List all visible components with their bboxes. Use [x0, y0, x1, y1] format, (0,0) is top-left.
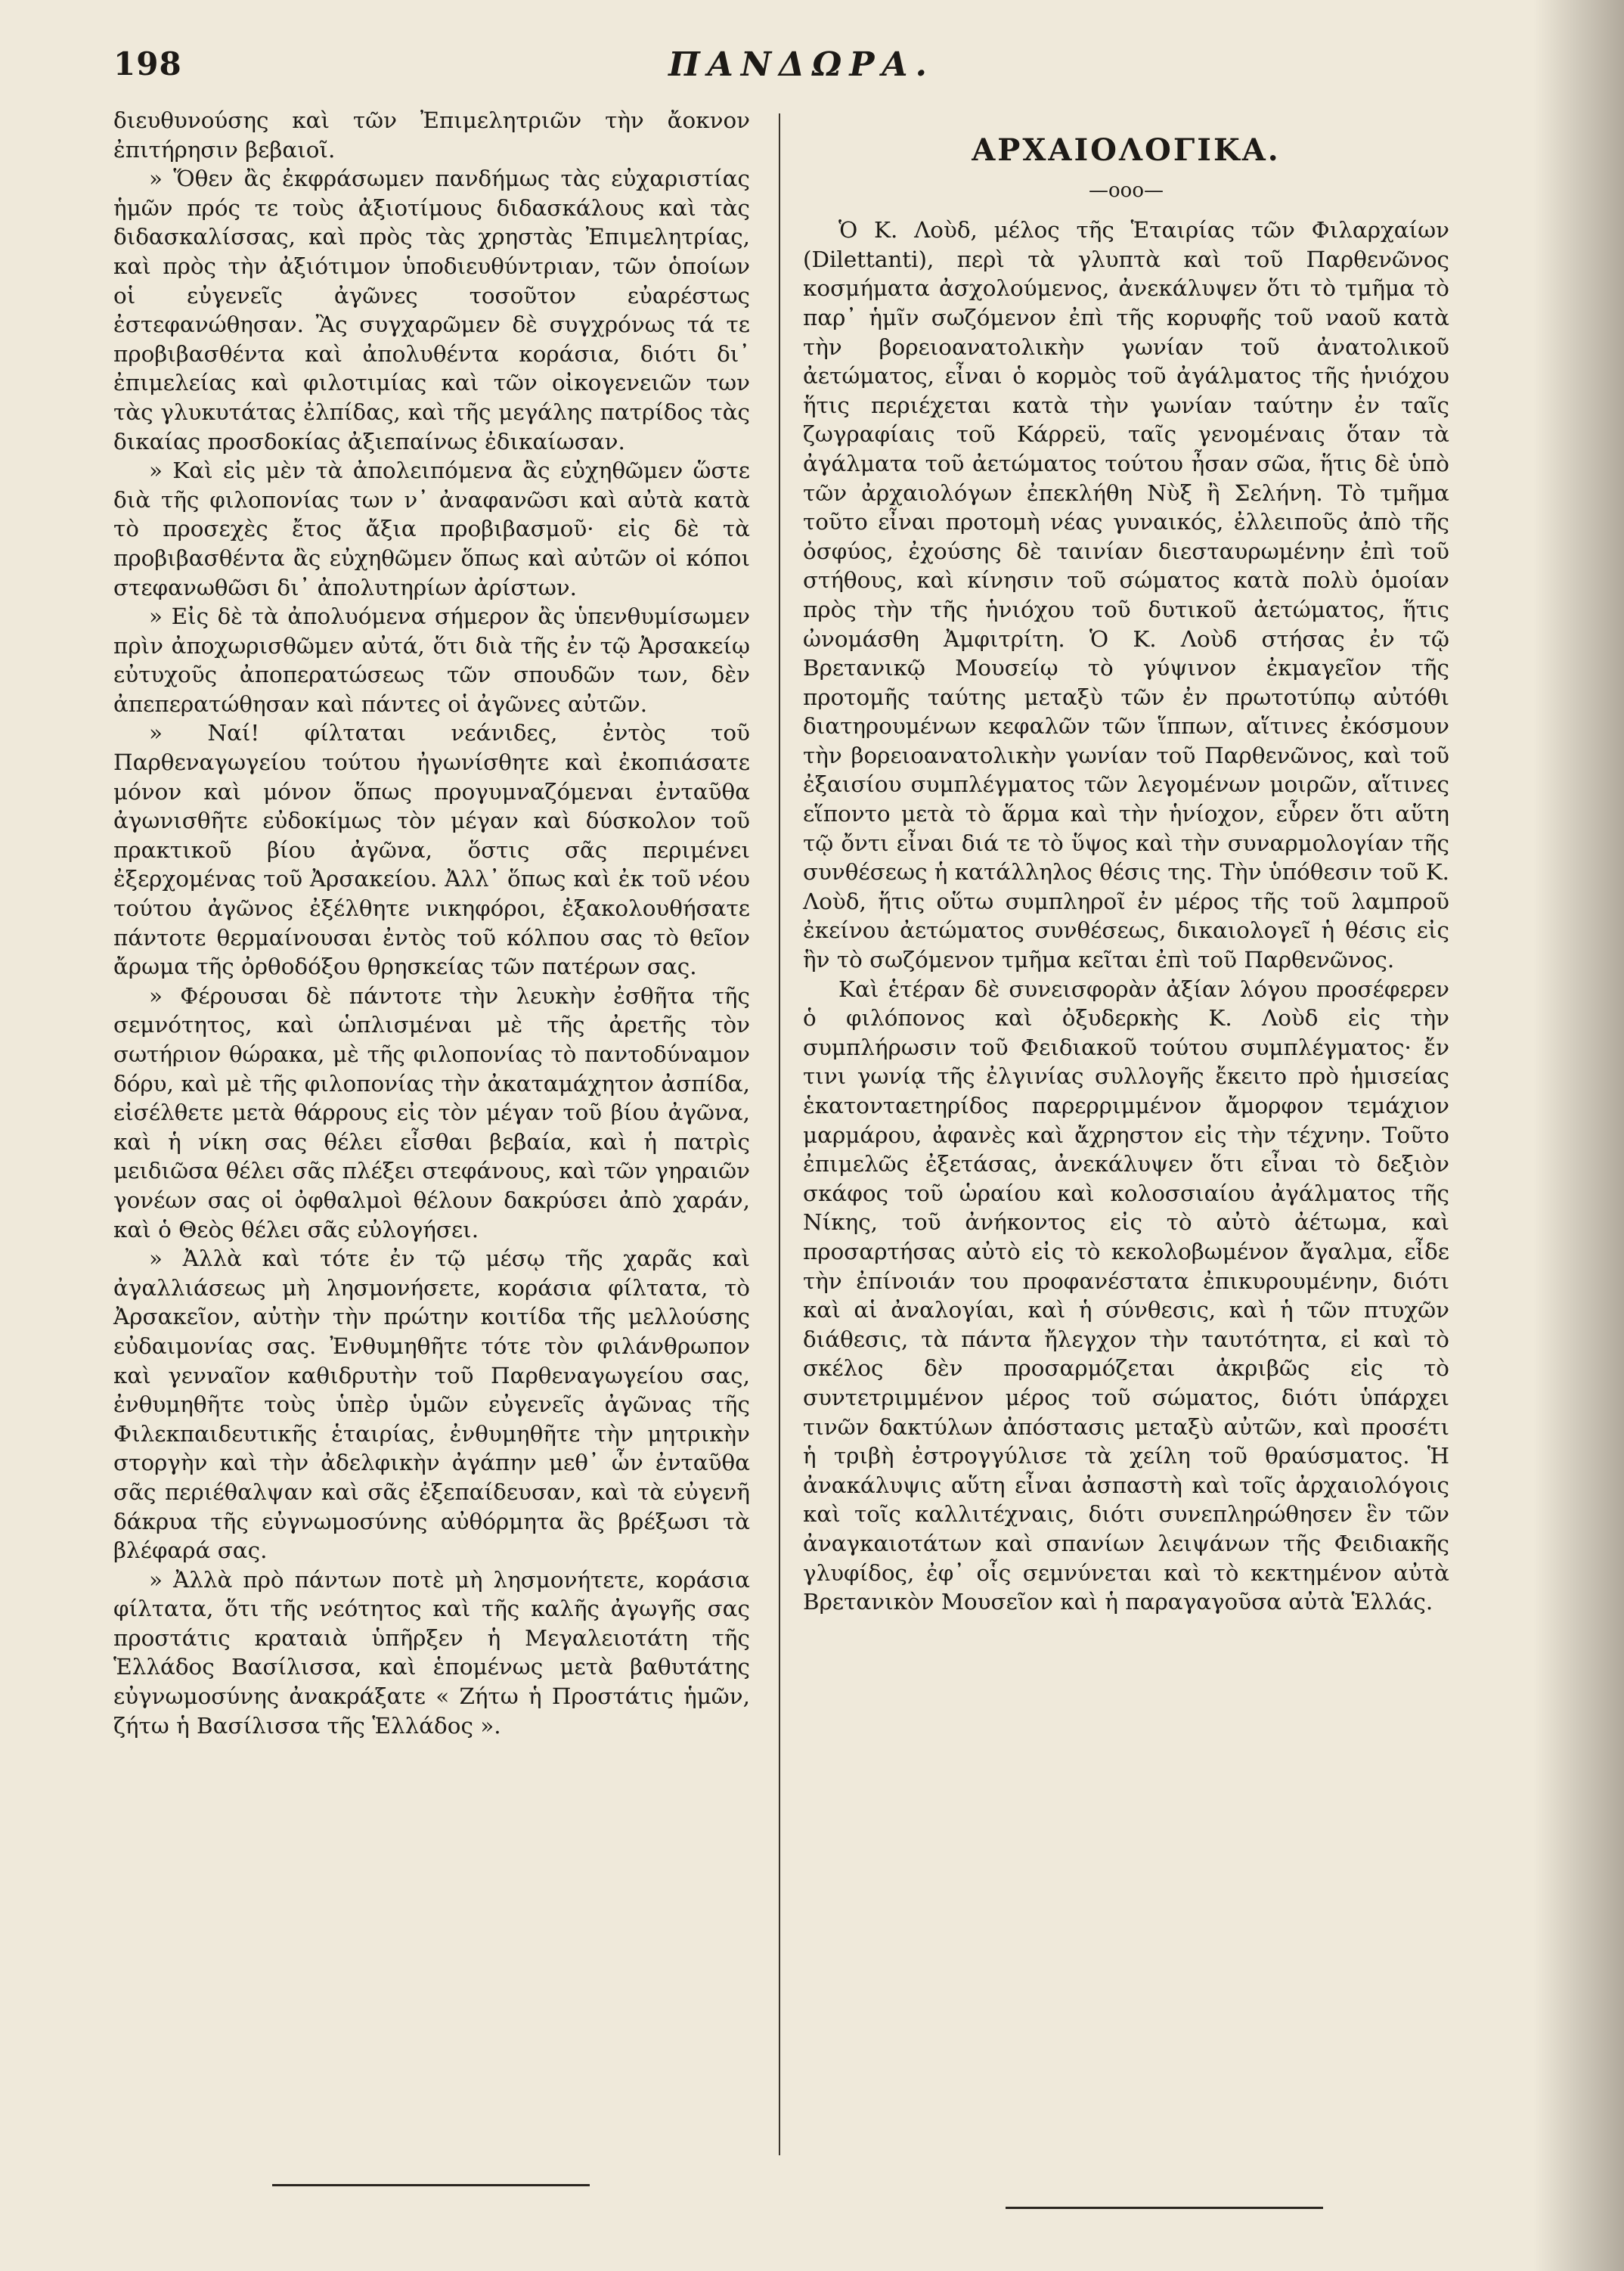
left-column — [113, 106, 750, 1740]
heading-ornament: —ooo— — [1089, 178, 1164, 202]
right-end-rule — [1006, 2207, 1323, 2209]
right-column — [803, 132, 1449, 1617]
left-paragraph-6: » Φέρουσαι δὲ πάντοτε τὴν λευκὴν ἐσθῆτα τῆς σεμνότητος, καὶ ὡπλισμέναι μὲ τῆς ἀρετῆς τὸν σωτήριον θώρακα, μὲ τῆς φιλοπονίας τὸ παντοδύναμον δόρυ, καὶ μὲ τῆς φιλοπονίας τὴν ἀκαταμάχητον ἀσπίδα, εἰσέλθετε μετὰ θάρρους εἰς τὸν μέγαν τοῦ βίου ἀγῶνα, καὶ ἡ νίκη σας θέλει εἶσθαι βεβαία, καὶ ἡ πατρὶς μειδιῶσα θέλει σᾶς πλέξει στεφάνους, καὶ τῶν γηραιῶν γονέων σας οἱ ὀφθαλμοὶ θέλουν δακρύσει ἀπὸ χαράν, καὶ ὁ Θεὸς θέλει σᾶς εὐλογήσει. — [113, 982, 750, 1243]
left-paragraph-1: διευθυνούσης καὶ τῶν Ἐπιμελητριῶν τὴν ἄοκνον ἐπιτήρησιν βεβαιοῖ. — [113, 107, 750, 163]
left-paragraph-2: » Ὅθεν ἂς ἐκφράσωμεν πανδήμως τὰς εὐχαριστίας ἡμῶν πρός τε τοὺς ἀξιοτίμους διδασκάλους καὶ τὰς διδασκαλίσσας, καὶ πρὸς τὰς χρηστὰς Ἐπιμελητρίας, καὶ πρὸς τὴν ἀξιότιμον ὑποδιευθύντριαν, τῶν ὁποίων οἱ εὐγενεῖς ἀγῶνες τοσοῦτον εὐαρέστως ἐστεφανώθησαν. Ἂς συγχαρῶμεν δὲ συγχρόνως τά τε προβιβασθέντα καὶ ἀπολυθέντα κοράσια, διότι δι᾽ ἐπιμελείας καὶ φιλοτιμίας καὶ τῶν οἰκογενειῶν των τὰς γλυκυτάτας ἐλπίδας, καὶ τῆς μεγάλης πατρίδος τὰς δικαίας προσδοκίας ἀξιεπαίνως ἐδικαίωσαν. — [113, 166, 750, 455]
right-paragraph-2: Καὶ ἑτέραν δὲ συνεισφορὰν ἀξίαν λόγου προσέφερεν ὁ φιλόπονος καὶ ὀξυδερκὴς Κ. Λοὺδ εἰς τὴν συμπλήρωσιν τοῦ Φειδιακοῦ τούτου συμπλέγματος· ἔν τινι γωνίᾳ τῆς ἐλγινίας συλλογῆς ἔκειτο πρὸ ἡμισείας ἑκατονταετηρίδος παρερριμμένον ἄμορφον τεμάχιον μαρμάρου, ἀφανὲς καὶ ἄχρηστον εἰς τὴν τέχνην. Τοῦτο ἐπιμελῶς ἐξετάσας, ἀνεκάλυψεν ὅτι εἶναι τὸ δεξιὸν σκάφος τοῦ ὡραίου καὶ κολοσσιαίου ἀγάλματος τῆς Νίκης, τοῦ ἀνήκοντος εἰς τὸ αὐτὸ ἀέτωμα, καὶ προσαρτήσας αὐτὸ εἰς τὸ κεκολοβωμένον ἄγαλμα, εἶδε τὴν ἐπίνοιάν του προφανέστατα ἐπικυρουμένην, διότι καὶ αἱ ἀναλογίαι, καὶ ἡ σύνθεσις, καὶ ἡ τῶν πτυχῶν διάθεσις, τὰ πάντα ἤλεγχον τὴν ταυτότητα, εἰ καὶ τὸ σκέλος δὲν προσαρμόζεται ἀκριβῶς εἰς τὸ συντετριμμένον μέρος τοῦ σώματος, διότι ὑπάρχει τινῶν δακτύλων ἀπόστασις μεταξὺ αὐτῶν, καὶ προσέτι ἡ τριβὴ ἐστρογγύλισε τὰ χείλη τοῦ θραύσματος. Ἡ ἀνακάλυψις αὕτη εἶναι ἀσπαστὴ καὶ τοῖς ἀρχαιολόγοις καὶ τοῖς καλλιτέχναις, διότι συνεπληρώθησεν ἓν τῶν ἀναγκαιοτάτων καὶ σπανίων λειψάνων τῆς Φειδιακῆς γλυφίδος, ἐφ᾽ οἷς σεμνύνεται καὶ τὸ κεκτημένον αὐτὰ Βρετανικὸν Μουσεῖον καὶ ἡ παραγαγοῦσα αὐτὰ Ἑλλάς. — [803, 976, 1449, 1615]
left-end-rule — [272, 2184, 590, 2186]
page-number: 198 — [113, 45, 182, 82]
binding-shadow — [1533, 0, 1624, 2271]
left-paragraph-3: » Καὶ εἰς μὲν τὰ ἀπολειπόμενα ἂς εὐχηθῶμεν ὥστε διὰ τῆς φιλοπονίας των ν᾽ ἀναφανῶσι καὶ αὐτὰ κατὰ τὸ προσεχὲς ἔτος ἄξια προβιβασμοῦ· εἰς δὲ τὰ προβιβασθέντα ἂς εὐχηθῶμεν ὅπως καὶ αὐτῶν οἱ κόποι στεφανωθῶσι δι᾽ ἀπολυτηρίων ἀρίστων. — [113, 458, 750, 600]
right-paragraph-1: Ὁ Κ. Λοὺδ, μέλος τῆς Ἑταιρίας τῶν Φιλαρχαίων (Dilettanti), περὶ τὰ γλυπτὰ καὶ τοῦ Παρθενῶνος κοσμήματα ἀσχολούμενος, ἀνεκάλυψεν ὅτι τὸ τμῆμα τὸ παρ᾽ ἡμῖν σωζόμενον ἐπὶ τῆς κορυφῆς τοῦ ναοῦ κατὰ τὴν βορειοανατολικὴν γωνίαν τοῦ ἀνατολικοῦ ἀετώματος, εἶναι ὁ κορμὸς τοῦ ἀγάλματος τῆς ἡνιόχου ἥτις περιέχεται κατὰ τὴν γωνίαν ταύτην ἐν ταῖς ζωγραφίαις τοῦ Κάρρεϋ, ταῖς γενομέναις ὅταν τὰ ἀγάλματα τοῦ ἀετώματος τούτου ἦσαν σῶα, ἥτις δὲ ὑπὸ τῶν ἀρχαιολόγων ἐπεκλήθη Νὺξ ἢ Σελήνη. Τὸ τμῆμα τοῦτο εἶναι προτομὴ νέας γυναικός, ἐλλειποῦς ἀπὸ τῆς ὀσφύος, ἐχούσης δὲ ταινίαν διεσταυρωμένην ἐπὶ τοῦ στήθους, καὶ κίνησιν τοῦ σώματος κατὰ πολὺ ὁμοίαν πρὸς τὴν τῆς ἡνιόχου τοῦ δυτικοῦ ἀετώματος, ἥτις ὠνομάσθη Ἀμφιτρίτη. Ὁ Κ. Λοὺδ στήσας ἐν τῷ Βρετανικῷ Μουσείῳ τὸ γύψινον ἐκμαγεῖον τῆς προτομῆς ταύτης μεταξὺ τῶν ἐν πρωτοτύπῳ αὐτόθι διατηρουμένων κεφαλῶν τῶν ἵππων, αἵτινες ἐκόσμουν τὴν βορειοανατολικὴν γωνίαν τοῦ Παρθενῶνος, καὶ τοῦ ἐξαισίου συμπλέγματος τῶν λεγομένων μοιρῶν, αἵτινες εἵποντο μετὰ τὸ ἅρμα καὶ τὴν ἡνίοχον, εὗρεν ὅτι αὕτη τῷ ὄντι εἶναι διά τε τὸ ὕψος καὶ τὴν συναρμολογίαν τῆς συνθέσεως ἡ κατάλληλος θέσις της. Τὴν ὑπόθεσιν τοῦ Κ. Λοὺδ, ἥτις οὕτω συμπληροῖ ἐν μέρος τῆς τοῦ λαμπροῦ ἐκείνου ἀετώματος συνθέσεως, δικαιολογεῖ ἡ θέσις εἰς ἣν τὸ σωζόμενον τμῆμα κεῖται ἐπὶ τοῦ Παρθενῶνος. — [803, 217, 1449, 973]
journal-title: ΠΑΝΔΩΡΑ. — [668, 45, 934, 84]
left-paragraph-8: » Ἀλλὰ πρὸ πάντων ποτὲ μὴ λησμονήτετε, κοράσια φίλτατα, ὅτι τῆς νεότητος καὶ τῆς καλῆς ἀγωγῆς σας προστάτις κραταιὰ ὑπῆρξεν ἡ Μεγαλειοτάτη τῆς Ἑλλάδος Βασίλισσα, καὶ ἑπομένως μετὰ βαθυτάτης εὐγνωμοσύνης ἀνακράξατε « Ζήτω ἡ Προστάτις ἡμῶν, ζήτω ἡ Βασίλισσα τῆς Ἑλλάδος ». — [113, 1566, 750, 1739]
column-divider — [779, 113, 780, 2155]
section-heading: ΑΡΧΑΙΟΛΟΓΙΚΑ. — [972, 132, 1281, 168]
page-header — [113, 45, 1489, 98]
left-paragraph-5: » Ναί! φίλταται νεάνιδες, ἐντὸς τοῦ Παρθεναγωγείου τούτου ἠγωνίσθητε καὶ ἐκοπιάσατε μόνον καὶ μόνον ὅπως προγυμναζόμεναι ἐνταῦθα ἀγωνισθῆτε εὐδοκίμως τὸν μέγαν καὶ δύσκολον τοῦ πρακτικοῦ βίου ἀγῶνα, ὅστις σᾶς περιμένει ἐξερχομένας τοῦ Ἀρσακείου. Ἀλλ᾽ ὅπως καὶ ἐκ τοῦ νέου τούτου ἀγῶνος ἐξέλθητε νικηφόροι, ἐξακολουθήσατε πάντοτε θερμαίνουσαι ἐντὸς τοῦ κόλπου σας τὸ θεῖον ἄρωμα τῆς ὀρθοδόξου θρησκείας τῶν πατέρων σας. — [113, 720, 750, 980]
left-paragraph-4: » Εἰς δὲ τὰ ἀπολυόμενα σήμερον ἂς ὑπενθυμίσωμεν πρὶν ἀποχωρισθῶμεν αὐτά, ὅτι διὰ τῆς ἐν τῷ Ἀρσακείῳ εὐτυχοῦς ἀποπερατώσεως τῶν σπουδῶν των, δὲν ἀπεπερατώθησαν καὶ πάντες οἱ ἀγῶνες αὐτῶν. — [113, 603, 750, 717]
left-paragraph-7: » Ἀλλὰ καὶ τότε ἐν τῷ μέσῳ τῆς χαρᾶς καὶ ἀγαλλιάσεως μὴ λησμονήσετε, κοράσια φίλτατα, τὸ Ἀρσακεῖον, αὐτὴν τὴν πρώτην κοιτίδα τῆς μελλούσης εὐδαιμονίας σας. Ἐνθυμηθῆτε τότε τὸν φιλάνθρωπον καὶ γενναῖον καθιδρυτὴν τοῦ Παρθεναγωγείου σας, ἐνθυμηθῆτε τοὺς ὑπὲρ ὑμῶν εὐγενεῖς ἀγῶνας τῆς Φιλεκπαιδευτικῆς ἑταιρίας, ἐνθυμηθῆτε τὴν μητρικὴν στοργὴν καὶ τὴν ἀδελφικὴν ἀγάπην μεθ᾽ ὧν ἐνταῦθα σᾶς περιέθαλψαν καὶ σᾶς ἐξεπαίδευσαν, καὶ τὰ εὐγενῆ δάκρυα τῆς εὐγνωμοσύνης αὐθόρμητα ἂς βρέξωσι τὰ βλέφαρά σας. — [113, 1246, 750, 1564]
